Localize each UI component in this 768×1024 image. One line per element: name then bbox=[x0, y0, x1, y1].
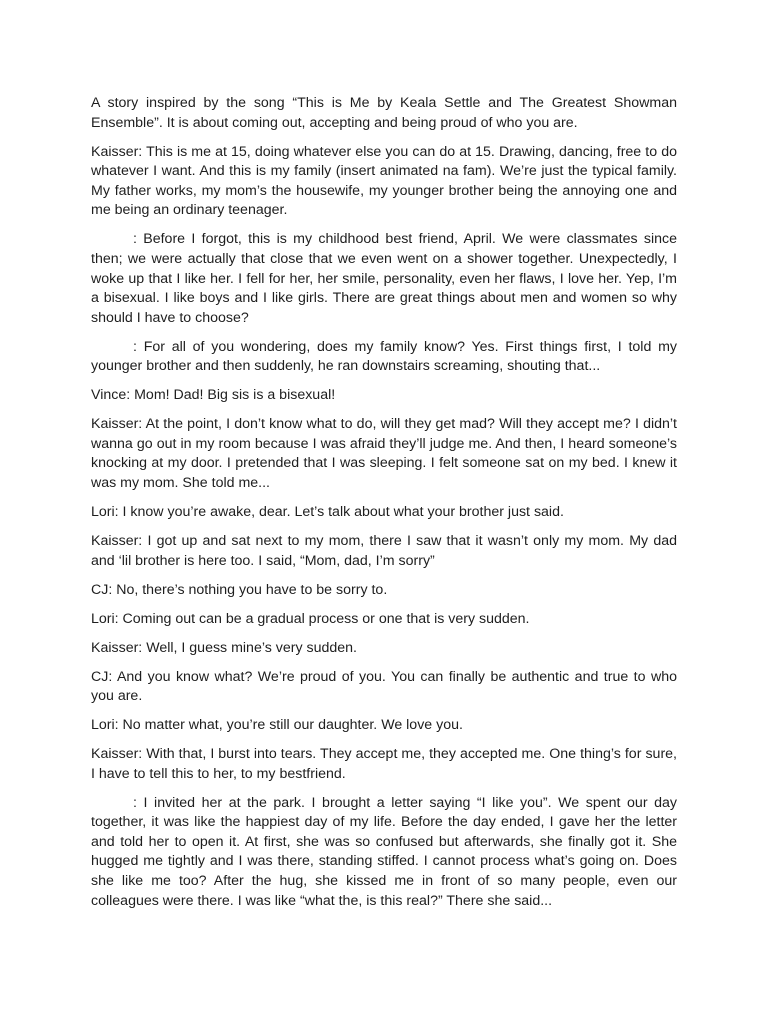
intro-paragraph: A story inspired by the song “This is Me by Keala Settle and The Greatest Showman Ensemble”. It is about coming out, accepting and being proud of who you are. bbox=[91, 95, 677, 131]
dialogue-line: CJ: And you know what? We’re proud of you. You can finally be authentic and true to who you are. bbox=[91, 668, 677, 705]
story-paragraph: : I invited her at the park. I brought a letter saying “I like you”. We spent our day together, it was like the happiest day of my life. Before the day ended, I gave her the letter and told her to open it. At first, she was so confused but afterwards, she finally got it. She hugged me tightly and I was there, standing stiffed. I cannot process what’s going on. Does she like me too? After the hug, she kissed me in front of so many people, even our colleagues were there. I was like “what the, is this real?” There she said... bbox=[91, 794, 677, 909]
dialogue-line: Kaisser: Well, I guess mine’s very sudden. bbox=[91, 639, 358, 656]
story-paragraph: Kaisser: This is me at 15, doing whatever else you can do at 15. Drawing, dancing, free to do whatever I want. And this is my family (insert animated na fam). We’re just the typical family. My father works, my mom’s the housewife, my younger brother being the annoying one and me being an ordinary teenager. bbox=[91, 143, 677, 219]
dialogue-line: Vince: Mom! Dad! Big sis is a bisexual! bbox=[91, 387, 336, 404]
story-paragraph: : For all of you wondering, does my family know? Yes. First things first, I told my younger brother and then suddenly, he ran downstairs screaming, shouting that... bbox=[91, 338, 677, 375]
story-paragraph: Kaisser: At the point, I don’t know what to do, will they get mad? Will they accept me? I didn’t wanna go out in my room because I was afraid they’ll judge me. And then, I heard someone’s knocking at my door. I pretended that I was sleeping. I felt someone sat on my bed. I knew it was my mom. She told me... bbox=[91, 416, 677, 492]
dialogue-line: Lori: Coming out can be a gradual process or one that is very sudden. bbox=[91, 610, 530, 627]
story-paragraph: Kaisser: I got up and sat next to my mom, there I saw that it wasn’t only my mom. My dad and ‘lil brother is here too. I said, “Mom, dad, I’m sorry” bbox=[91, 533, 677, 569]
dialogue-line: CJ: No, there’s nothing you have to be sorry to. bbox=[91, 581, 388, 598]
story-paragraph: : Before I forgot, this is my childhood best friend, April. We were classmates since then; we were actually that close that we even went on a shower together. Unexpectedly, I woke up that I like her. I fell for her, her smile, personality, even her flaws, I love her. Yep, I’m a bisexual. I like boys and I like girls. There are great things about men and women so why should I have to choose? bbox=[91, 231, 677, 326]
story-paragraph: Kaisser: With that, I burst into tears. They accept me, they accepted me. One thing’s for sure, I have to tell this to her, to my bestfriend. bbox=[91, 746, 677, 782]
document-page bbox=[91, 94, 677, 921]
dialogue-line: Lori: No matter what, you’re still our daughter. We love you. bbox=[91, 717, 463, 734]
dialogue-line: Lori: I know you’re awake, dear. Let’s talk about what your brother just said. bbox=[91, 504, 564, 521]
